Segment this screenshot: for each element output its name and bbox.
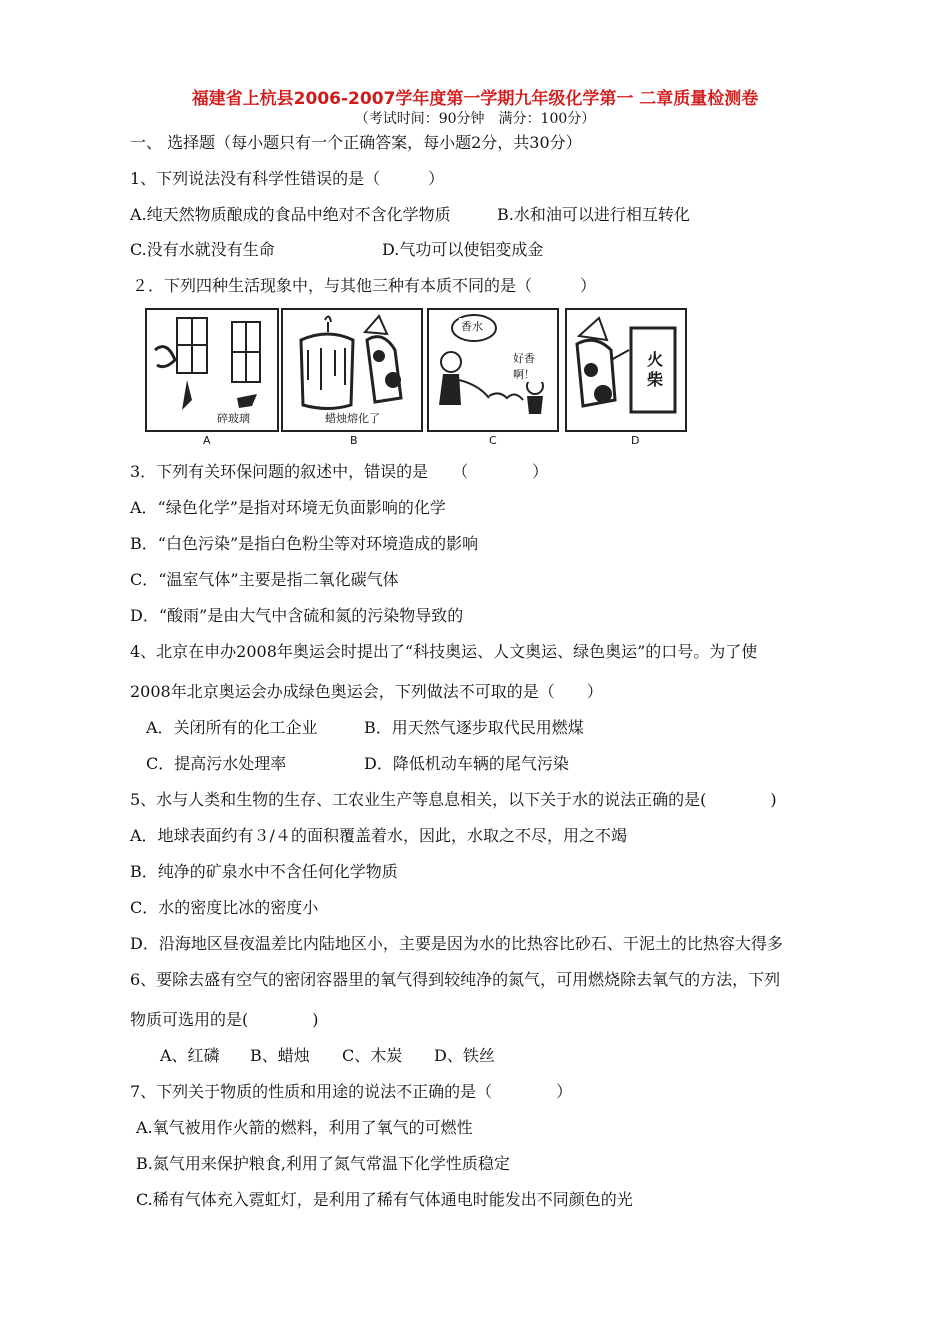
panel-a-broken-glass: [145, 308, 279, 432]
q6-option-a: A、红磷: [160, 1046, 220, 1065]
q3-option-c: C．“温室气体”主要是指二氧化碳气体: [130, 570, 399, 589]
exam-subtitle: （考试时间：90分钟 满分：100分）: [354, 111, 596, 127]
q1-option-a: A.纯天然物质酿成的食品中绝对不含化学物质: [130, 205, 451, 224]
panel-b-candle: [281, 308, 423, 432]
q2-stem: ２．下列四种生活现象中，与其他三种有本质不同的是（ ）: [132, 276, 597, 295]
q4-option-d: D．降低机动车辆的尾气污染: [364, 754, 569, 773]
panel-c-perfume: [427, 308, 559, 432]
panel-d-sign-text: 火柴: [639, 350, 671, 390]
q6-stem-line2: 物质可选用的是( ): [130, 1010, 319, 1029]
panel-b-caption: 蜡烛熔化了: [325, 412, 380, 425]
q1-stem: 1、下列说法没有科学性错误的是（ ）: [130, 169, 445, 188]
q5-option-c: C．水的密度比冰的密度小: [130, 898, 319, 917]
q5-option-d: D．沿海地区昼夜温差比内陆地区小，主要是因为水的比热容比砂石、干泥土的比热容大得多: [130, 934, 783, 953]
panel-d-matches: [565, 308, 687, 432]
q1-option-d: D.气功可以使铝变成金: [382, 240, 544, 259]
panel-label-b: B: [350, 434, 358, 447]
q1-option-b: B.水和油可以进行相互转化: [497, 205, 690, 224]
panel-label-c: C: [489, 434, 497, 447]
q5-option-b: B．纯净的矿泉水中不含任何化学物质: [130, 862, 398, 881]
q4-stem-line2: 2008年北京奥运会办成绿色奥运会，下列做法不可取的是（ ）: [130, 682, 603, 701]
q5-option-a: A．地球表面约有３/４的面积覆盖着水，因此，水取之不尽，用之不竭: [130, 826, 627, 845]
q3-option-a: A．“绿色化学”是指对环境无负面影响的化学: [130, 498, 446, 517]
q7-option-b: B.氮气用来保护粮食,利用了氮气常温下化学性质稳定: [136, 1154, 510, 1173]
q3-option-b: B．“白色污染”是指白色粉尘等对环境造成的影响: [130, 534, 479, 553]
panel-a-caption: 碎玻璃: [217, 412, 250, 425]
q4-option-a: A．关闭所有的化工企业: [146, 718, 318, 737]
q3-option-d: D．“酸雨”是由大气中含硫和氮的污染物导致的: [130, 606, 464, 625]
q4-stem-line1: 4、北京在申办2008年奥运会时提出了“科技奥运、人文奥运、绿色奥运”的口号。为了使: [130, 642, 758, 661]
q6-stem-line1: 6、要除去盛有空气的密闭容器里的氧气得到较纯净的氮气，可用燃烧除去氧气的方法，下列: [130, 970, 781, 989]
q4-option-b: B．用天然气逐步取代民用燃煤: [364, 718, 584, 737]
panel-label-a: A: [203, 434, 211, 447]
q3-stem: 3．下列有关环保问题的叙述中，错误的是 （ ）: [130, 462, 549, 481]
q6-option-b: B、蜡烛: [250, 1046, 310, 1065]
broken-glass-drawing: [147, 310, 277, 430]
q6-option-d: D、铁丝: [434, 1046, 495, 1065]
q6-option-c: C、木炭: [342, 1046, 403, 1065]
panel-label-d: D: [631, 434, 640, 447]
q1-option-c: C.没有水就没有生命: [130, 240, 275, 259]
q7-option-a: A.氧气被用作火箭的燃料，利用了氧气的可燃性: [136, 1118, 473, 1137]
q7-option-c: C.稀有气体充入霓虹灯，是利用了稀有气体通电时能发出不同颜色的光: [136, 1190, 633, 1209]
q5-stem: 5、水与人类和生物的生存、工农业生产等息息相关，以下关于水的说法正确的是( ): [130, 790, 777, 809]
q4-option-c: C．提高污水处理率: [146, 754, 287, 773]
panel-c-speech-text: 好香啊！: [511, 350, 557, 382]
exam-title: 福建省上杭县2006-2007学年度第一学期九年级化学第一 二章质量检测卷: [191, 89, 759, 109]
panel-c-bubble-text: 香水: [461, 320, 483, 333]
q7-stem: 7、下列关于物质的性质和用途的说法不正确的是（ ）: [130, 1082, 573, 1101]
section-heading: 一、 选择题（每小题只有一个正确答案，每小题2分，共30分）: [130, 133, 582, 152]
q2-figure: [145, 308, 705, 448]
